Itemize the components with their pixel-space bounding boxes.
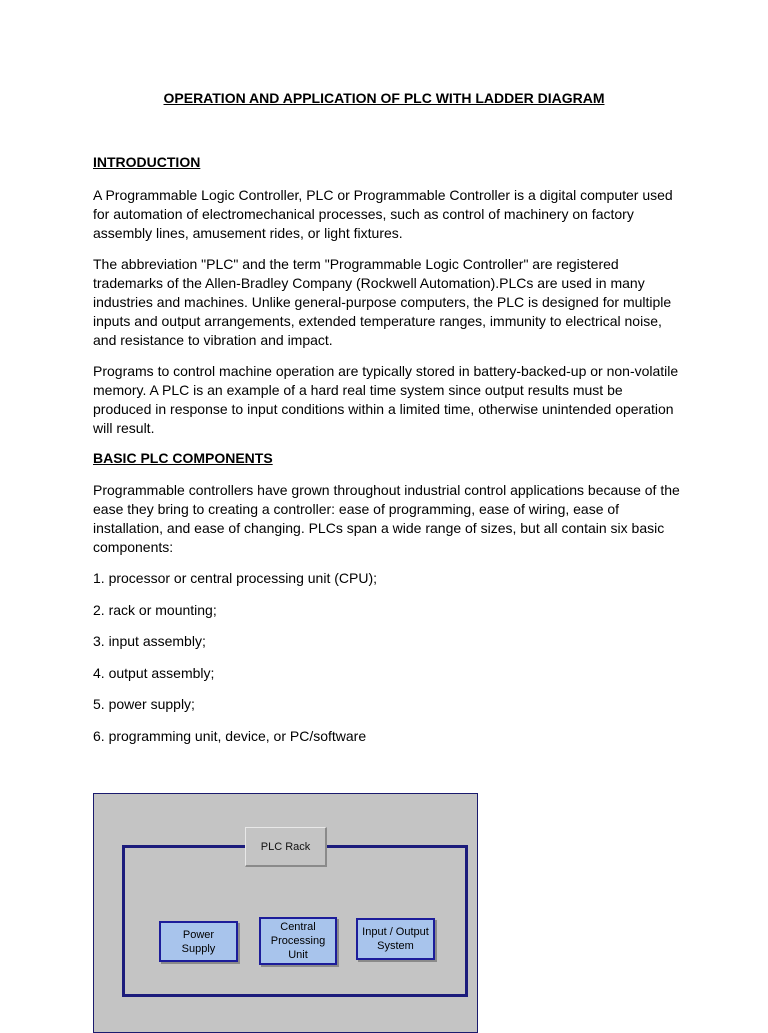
intro-paragraph-1: A Programmable Logic Controller, PLC or Programmable Controller is a digital computer used for automation of electromechanical processes, such as control of machinery on factory assembly lines, amusement rides, or light fixtures. bbox=[93, 187, 673, 241]
plc-rack-diagram bbox=[93, 793, 478, 1033]
introduction-heading: INTRODUCTION bbox=[93, 154, 201, 170]
plc-rack-label: PLC Rack bbox=[245, 827, 327, 867]
intro-paragraph-3: Programs to control machine operation are typically stored in battery-backed-up or non-volatile memory. A PLC is an example of a hard real time system since output results must be produced in response to input conditions within a limited time, otherwise unintended operation will result. bbox=[93, 363, 679, 436]
power-supply-box: Power Supply bbox=[159, 921, 238, 962]
components-intro-paragraph: Programmable controllers have grown throughout industrial control applications because of the ease they bring to creating a controller: ease of programming, ease of wiring, ease of installation, and ease of changing. PLCs span a wide range of sizes, but all contain six basic components: bbox=[93, 482, 680, 555]
cpu-box: Central Processing Unit bbox=[259, 917, 337, 965]
io-system-box: Input / Output System bbox=[356, 918, 435, 960]
document-title: OPERATION AND APPLICATION OF PLC WITH LADDER DIAGRAM bbox=[163, 90, 605, 106]
basic-components-heading: BASIC PLC COMPONENTS bbox=[93, 450, 273, 466]
component-list-item: 3. input assembly; bbox=[93, 633, 206, 649]
component-list-item: 5. power supply; bbox=[93, 696, 195, 712]
intro-paragraph-2: The abbreviation "PLC" and the term "Programmable Logic Controller" are registered trademarks of the Allen-Bradley Company (Rockwell Automation).PLCs are used in many industries and machines. Unlike general-purpose computers, the PLC is designed for multiple inputs and output arrangements, extended temperature ranges, immunity to electrical noise, and resistance to vibration and impact. bbox=[93, 256, 672, 348]
component-list-item: 2. rack or mounting; bbox=[93, 602, 217, 618]
component-list-item: 6. programming unit, device, or PC/software bbox=[93, 728, 367, 744]
component-list-item: 1. processor or central processing unit (CPU); bbox=[93, 570, 377, 586]
component-list-item: 4. output assembly; bbox=[93, 665, 215, 681]
